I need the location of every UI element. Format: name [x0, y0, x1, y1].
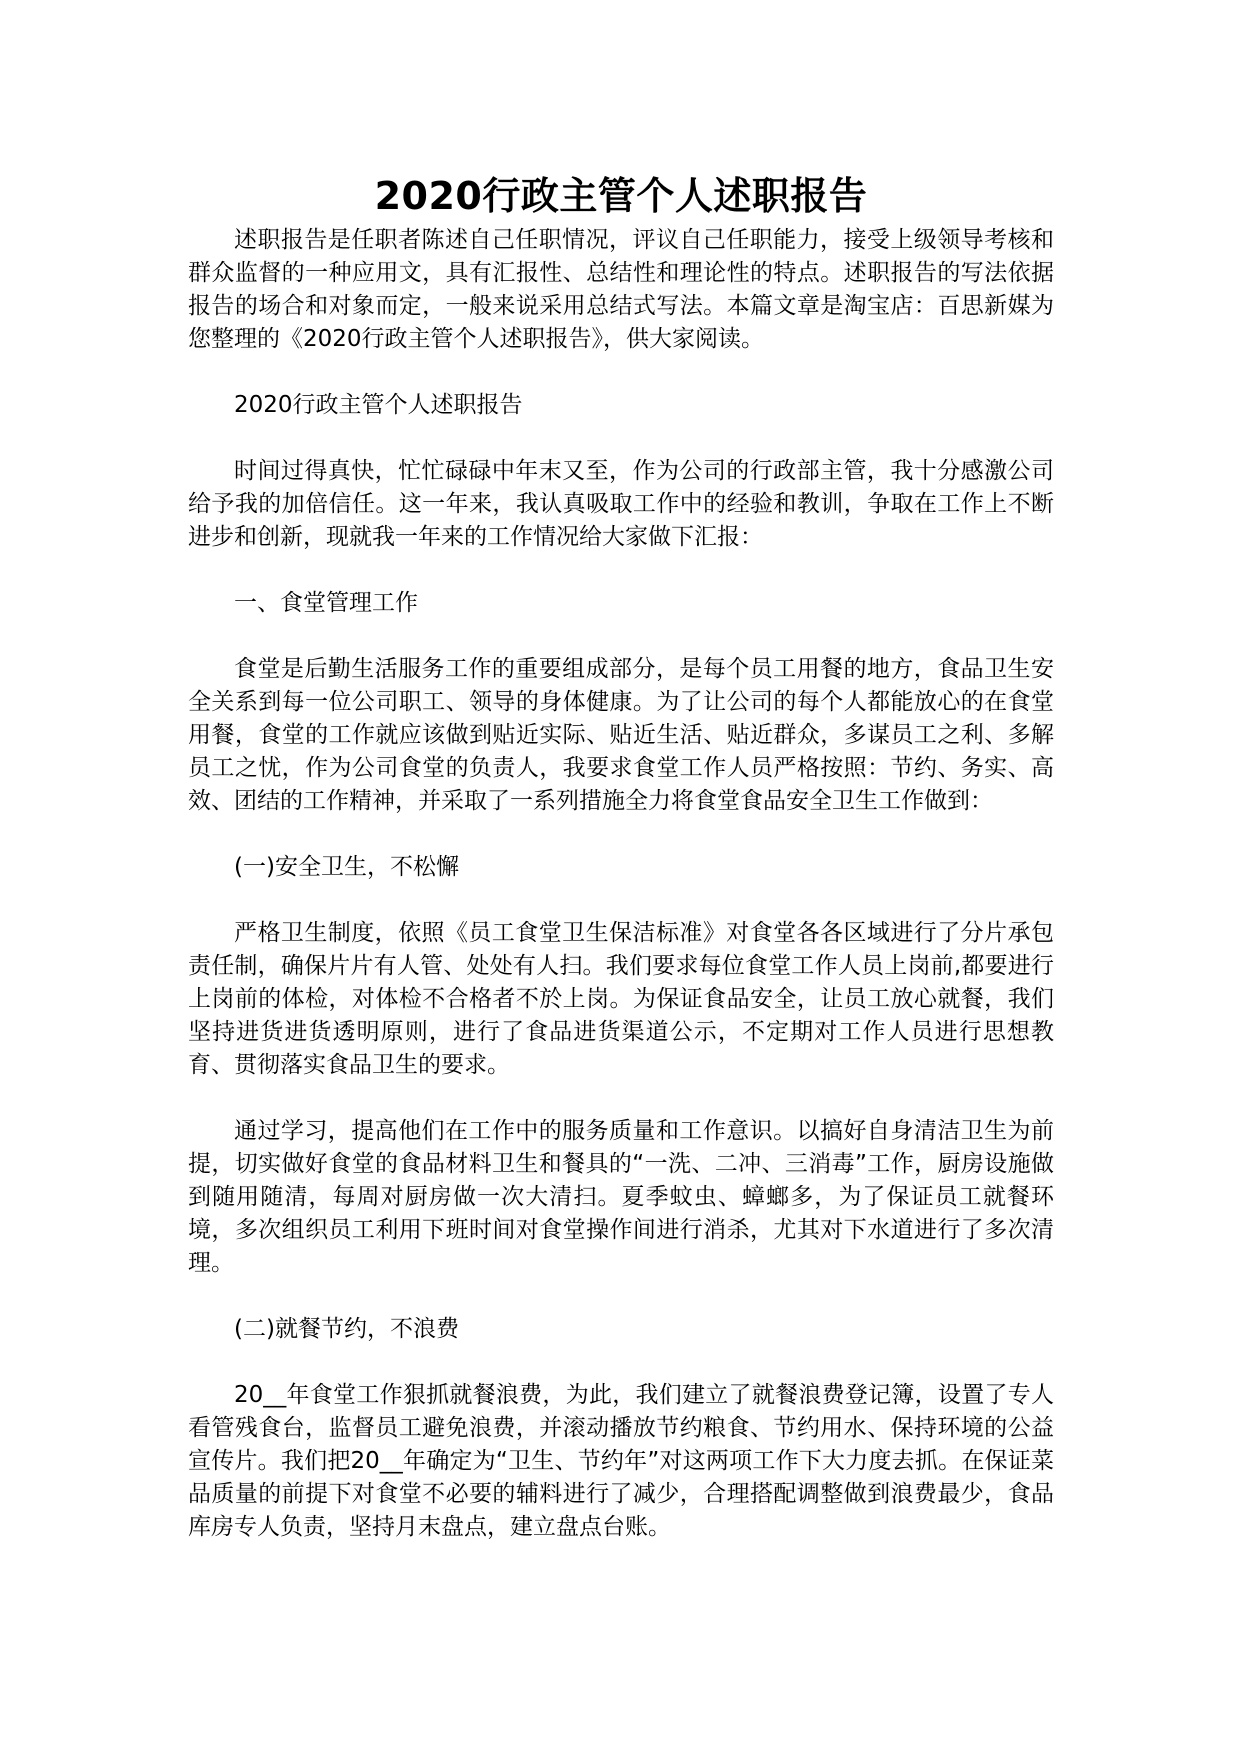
paragraph-subtitle: 2020行政主管个人述职报告 — [234, 392, 523, 418]
subsection-heading-safety: (一)安全卫生，不松懈 — [234, 854, 459, 880]
paragraph-gap — [188, 1346, 1054, 1379]
paragraph-canteen-overview: 食堂是后勤生活服务工作的重要组成部分，是每个员工用餐的地方，食品卫生安全关系到每一位公司职工、领导的身体健康。为了让公司的每个人都能放心的在食堂用餐，食堂的工作就应该做到贴近实际、贴近生活、贴近群众，多谋员工之利、多解员工之忧，作为公司食堂的负责人，我要求食堂工作人员严格按照：节约、务实、高效、团结的工作精神，并采取了一系列措施全力将食堂食品安全卫生工作做到： — [188, 656, 1054, 814]
paragraph-gap — [188, 884, 1054, 917]
paragraph-gap — [188, 1082, 1054, 1115]
subsection-heading-saving: (二)就餐节约，不浪费 — [234, 1316, 459, 1342]
paragraph-gap — [188, 620, 1054, 653]
section-heading-canteen: 一、食堂管理工作 — [234, 590, 418, 616]
paragraph-intro: 述职报告是任职者陈述自己任职情况，评议自己任职能力，接受上级领导考核和群众监督的一种应用文，具有汇报性、总结性和理论性的特点。述职报告的写法依据报告的场合和对象而定，一般来说采用总结式写法。本篇文章是淘宝店：百思新媒为您整理的《2020行政主管个人述职报告》，供大家阅读。 — [188, 227, 1054, 352]
paragraph-gap — [188, 818, 1054, 851]
paragraph-gap — [188, 554, 1054, 587]
paragraph-opening: 时间过得真快，忙忙碌碌中年末又至，作为公司的行政部主管，我十分感激公司给予我的加倍信任。这一年来，我认真吸取工作中的经验和教训，争取在工作上不断进步和创新，现就我一年来的工作情况给大家做下汇报： — [188, 458, 1054, 550]
paragraph-safety-training: 通过学习，提高他们在工作中的服务质量和工作意识。以搞好自身清洁卫生为前提，切实做好食堂的食品材料卫生和餐具的“一洗、二冲、三消毒”工作，厨房设施做到随用随清，每周对厨房做一次大清扫。夏季蚊虫、蟑螂多，为了保证员工就餐环境，多次组织员工利用下班时间对食堂操作间进行消杀，尤其对下水道进行了多次清理。 — [188, 1118, 1054, 1276]
paragraph-gap — [188, 422, 1054, 455]
paragraph-safety-rules: 严格卫生制度，依照《员工食堂卫生保洁标准》对食堂各各区域进行了分片承包责任制，确保片片有人管、处处有人扫。我们要求每位食堂工作人员上岗前,都要进行上岗前的体检，对体检不合格者不於上岗。为保证食品安全，让员工放心就餐，我们坚持进货进货透明原则，进行了食品进货渠道公示，不定期对工作人员进行思想教育、贯彻落实食品卫生的要求。 — [188, 920, 1054, 1078]
document-title: 2020行政主管个人述职报告 — [374, 174, 868, 218]
document-page — [188, 168, 1054, 1544]
paragraph-gap — [188, 356, 1054, 389]
paragraph-gap — [188, 1280, 1054, 1313]
paragraph-saving-measures: 20__年食堂工作狠抓就餐浪费，为此，我们建立了就餐浪费登记簿，设置了专人看管残食台，监督员工避免浪费，并滚动播放节约粮食、节约用水、保持环境的公益宣传片。我们把20__年确定为“卫生、节约年”对这两项工作下大力度去抓。在保证菜品质量的前提下对食堂不必要的辅料进行了减少，合理搭配调整做到浪费最少，食品库房专人负责，坚持月末盘点，建立盘点台账。 — [188, 1382, 1054, 1540]
